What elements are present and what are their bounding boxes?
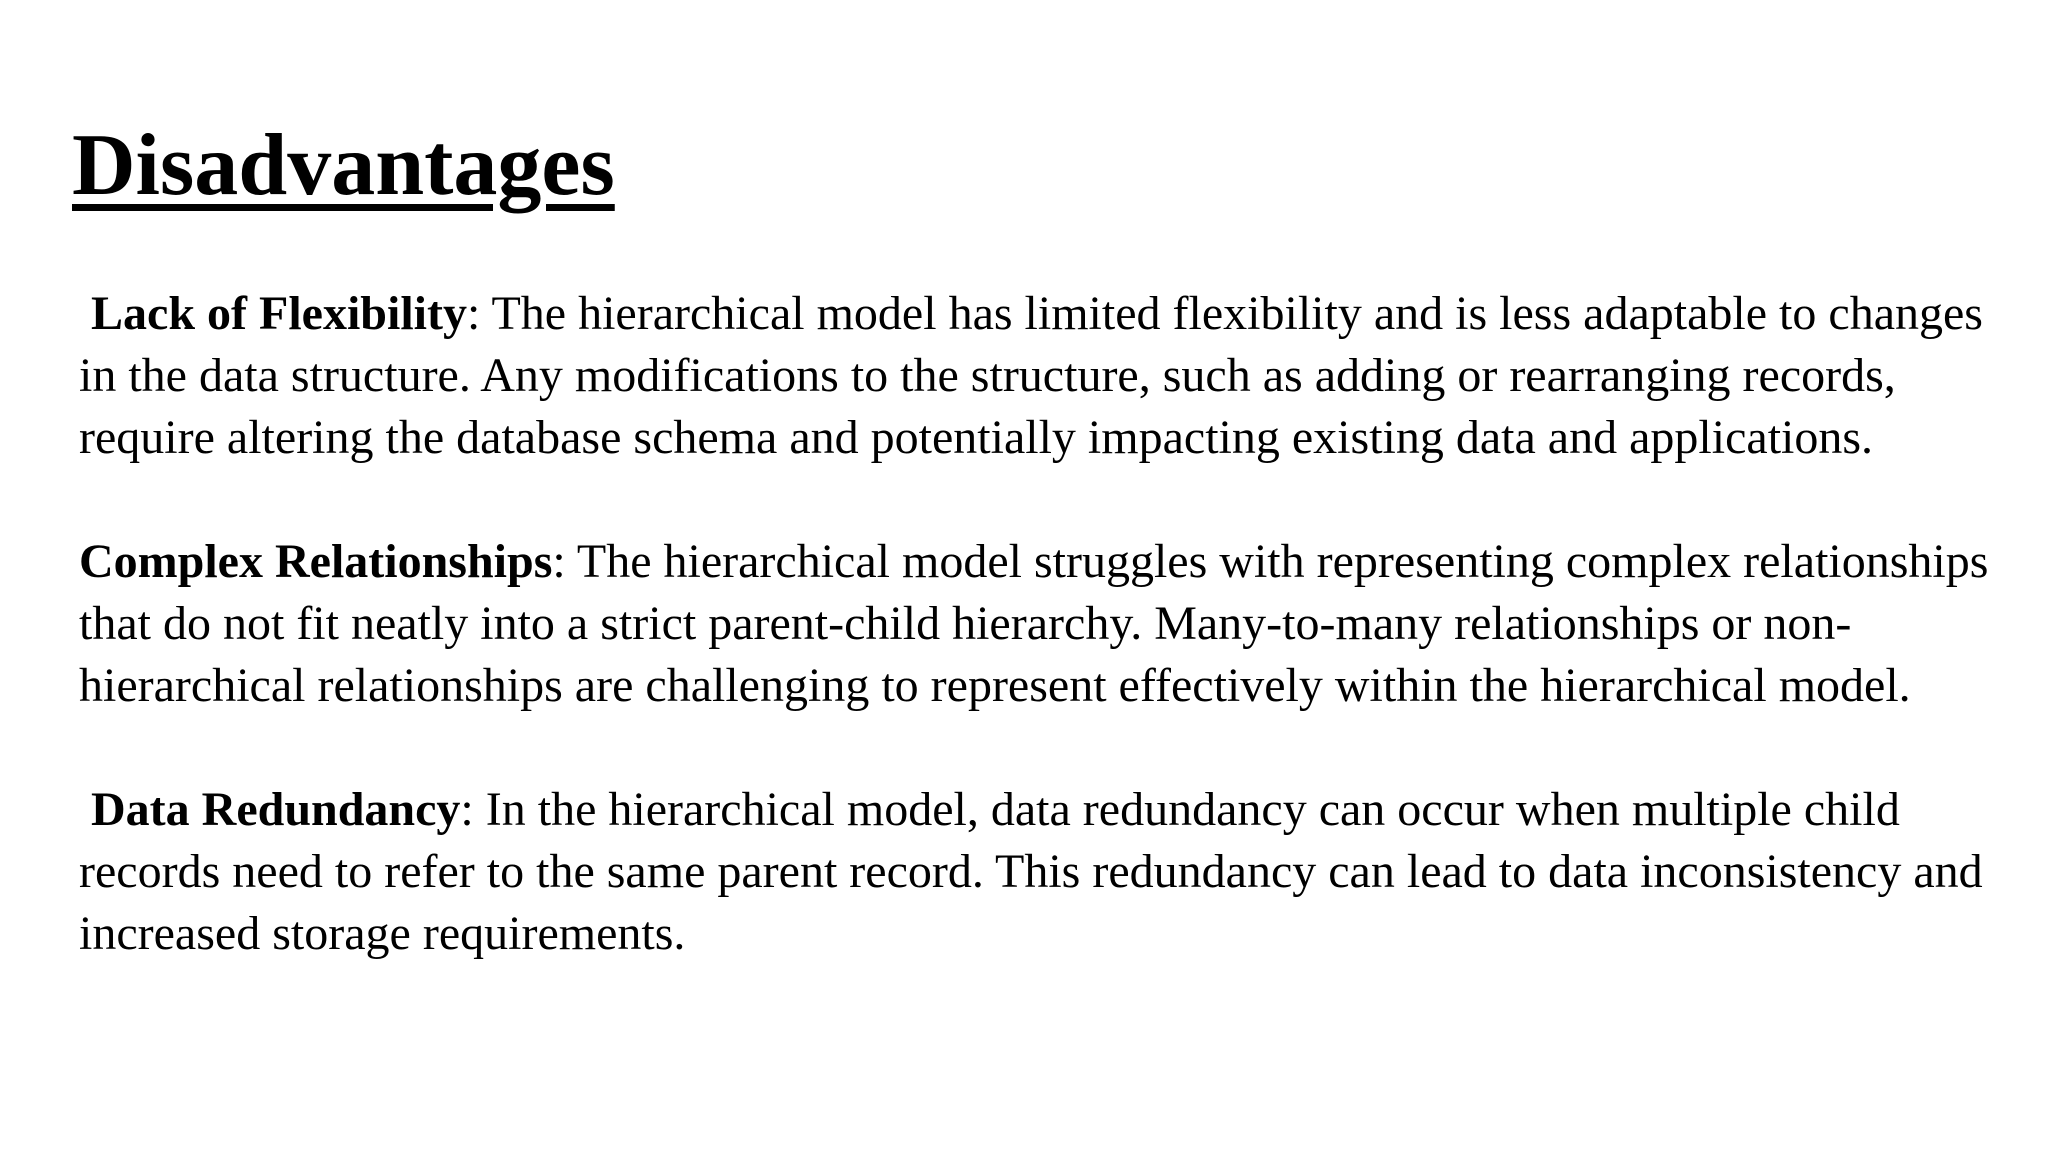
term-separator: :: [460, 783, 474, 836]
paragraph-text: The hierarchical model struggles with representing complex relationships that do not fit neatly into a strict parent-child hierarchy. Many-to-many relationships or non-hierarchical relationships are challenging to represent effectively within the hierarchical model.: [79, 535, 1989, 712]
paragraph-text: The hierarchical model has limited flexibility and is less adaptable to changes in the data structure. Any modifications to the structure, such as adding or rearranging records, require altering the database schema and potentially impacting existing data and applications.: [79, 287, 1983, 464]
term-separator: :: [552, 535, 566, 588]
paragraph-lack-of-flexibility: [79, 283, 2014, 469]
paragraph-complex-relationships: [79, 531, 2014, 717]
term-label: Data Redundancy: [91, 783, 461, 836]
term-label: Lack of Flexibility: [91, 287, 467, 340]
term-label: Complex Relationships: [79, 535, 553, 588]
paragraph-data-redundancy: [79, 779, 2014, 965]
page-title: Disadvantages: [72, 117, 615, 214]
term-separator: :: [466, 287, 481, 340]
content-body: [79, 283, 2014, 1027]
paragraph-text: In the hierarchical model, data redundancy can occur when multiple child records need to refer to the same parent record. This redundancy can lead to data inconsistency and increased storage requirements.: [79, 783, 1983, 960]
